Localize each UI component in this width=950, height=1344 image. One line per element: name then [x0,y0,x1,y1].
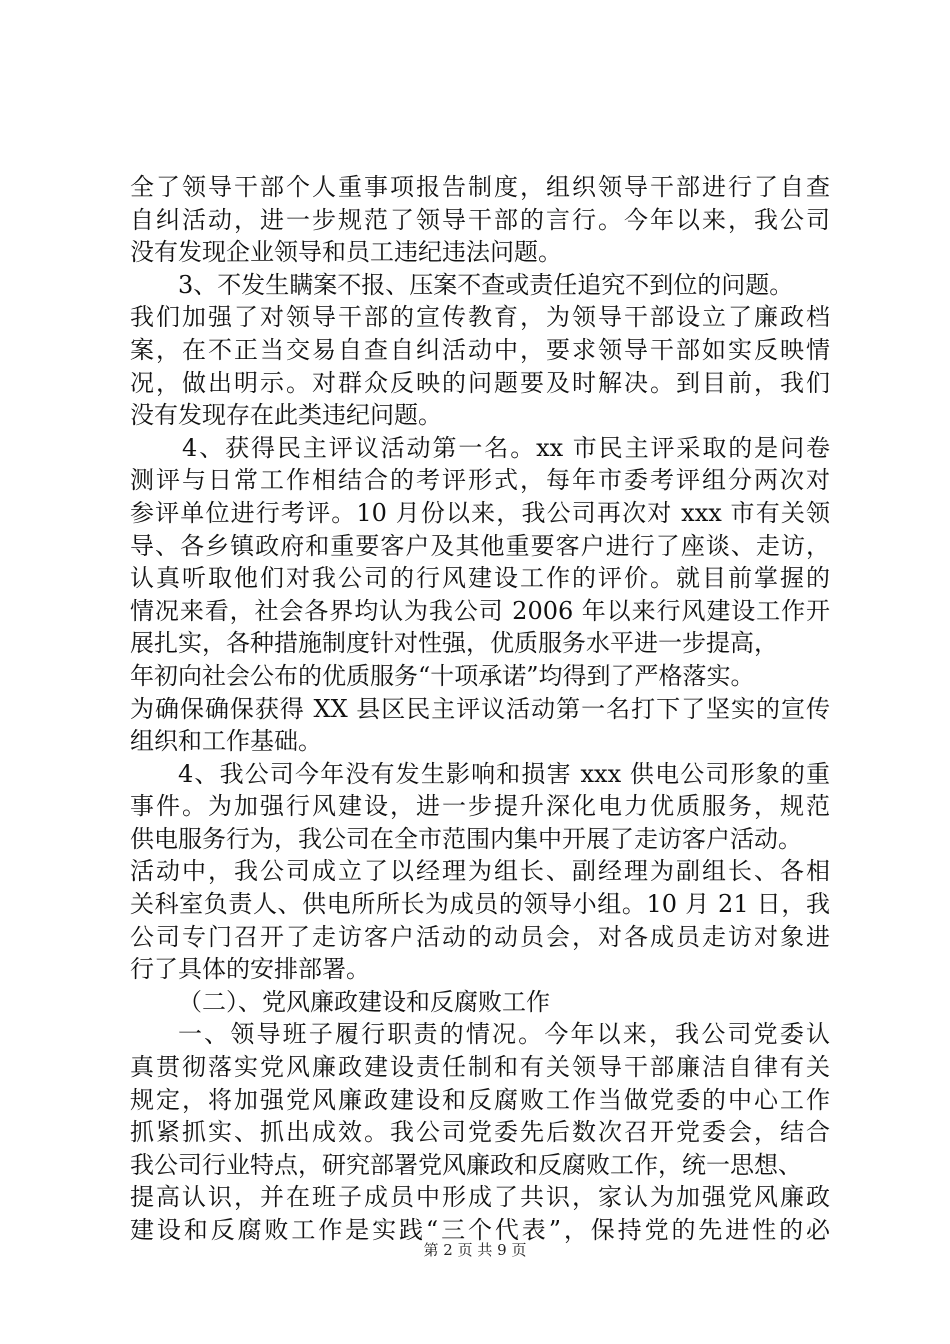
text-line: 活动中，我公司成立了以经理为组长、副经理为副组长、各相 [130,857,830,886]
text-line: 参评单位进行考评。10 月份以来，我公司再次对 xxx 市有关领 [130,498,830,527]
text-line: 供电服务行为，我公司在全市范围内集中开展了走访客户活动。 [130,824,802,853]
text-line: 导、各乡镇政府和重要客户及其他重要客户进行了座谈、走访， [130,531,830,560]
text-line: 测评与日常工作相结合的考评形式，每年市委考评组分两次对 [130,466,830,495]
paragraph-start-line: 一、领导班子履行职责的情况。今年以来，我公司党委认 [178,1020,830,1049]
paragraph-start-line: 4、我公司今年没有发生影响和损害 xxx 供电公司形象的重 [178,759,830,788]
text-line: 年初向社会公布的优质服务“十项承诺”均得到了严格落实。 [130,661,755,690]
text-line: 提高认识，并在班子成员中形成了共识，家认为加强党风廉政 [130,1183,830,1212]
text-line: 没有发现存在此类违纪问题。 [130,401,442,430]
page-number: 第 2 页 共 9 页 [423,1241,527,1259]
section-heading: （二）、党风廉政建设和反腐败工作 [178,987,550,1016]
text-line: 公司专门召开了走访客户活动的动员会，对各成员走访对象进 [130,922,830,951]
text-line: 我们加强了对领导干部的宣传教育，为领导干部设立了廉政档 [130,303,830,332]
text-line: 情况来看，社会各界均认为我公司 2006 年以来行风建设工作开 [130,596,830,625]
text-line: 真贯彻落实党风廉政建设责任制和有关领导干部廉洁自律有关 [130,1053,830,1082]
paragraph-start-line: 4、获得民主评议活动第一名。xx 市民主评采取的是问卷 [182,433,830,462]
text-line: 抓紧抓实、抓出成效。我公司党委先后数次召开党委会，结合 [130,1118,830,1147]
text-line: 规定，将加强党风廉政建设和反腐败工作当做党委的中心工作 [130,1085,830,1114]
text-line: 组织和工作基础。 [130,727,322,756]
text-line: 没有发现企业领导和员工违纪违法问题。 [130,238,562,267]
text-line: 全了领导干部个人重事项报告制度，组织领导干部进行了自查 [130,173,830,201]
text-line: 案，在不正当交易自查自纠活动中，要求领导干部如实反映情 [130,335,830,364]
text-line: 认真听取他们对我公司的行风建设工作的评价。就目前掌握的 [130,564,830,593]
text-line: 关科室负责人、供电所所长为成员的领导小组。10 月 21 日，我 [130,890,830,919]
text-line: 行了具体的安排部署。 [130,955,370,984]
text-line: 事件。为加强行风建设，进一步提升深化电力优质服务，规范 [130,792,830,821]
text-line: 自纠活动，进一步规范了领导干部的言行。今年以来，我公司 [130,205,830,234]
text-line: 建设和反腐败工作是实践“三个代表”，保持党的先进性的必 [130,1216,830,1244]
text-line: 我公司行业特点，研究部署党风廉政和反腐败工作，统一思想、 [130,1150,802,1179]
page-footer [0,1239,950,1260]
paragraph-start-line: 3、不发生瞒案不报、压案不查或责任追究不到位的问题。 [178,270,794,299]
document-body [130,171,830,1247]
text-line: 况，做出明示。对群众反映的问题要及时解决。到目前，我们 [130,368,830,397]
text-line: 展扎实，各种措施制度针对性强，优质服务水平进一步提高， [130,629,778,658]
text-line: 为确保确保获得 XX 县区民主评议活动第一名打下了坚实的宣传 [130,694,830,723]
